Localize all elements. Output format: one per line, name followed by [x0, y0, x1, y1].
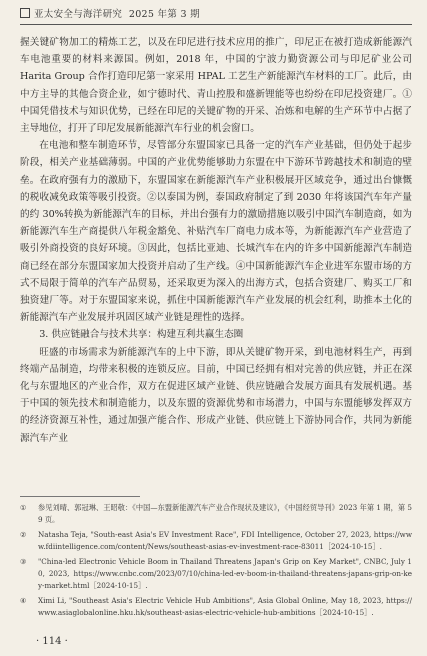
footnote-text: Ximi Li, "Southeast Asia's Electric Vehicle Hub Ambitions", Asia Global Online, May 18, 2023, https://www.asiaglobalonline.hku.hk/southeast-asias-electric-vehicle-hub-ambitions［2024-10-15］.: [38, 596, 412, 617]
running-header: [20, 6, 412, 20]
section-subheading: 3. 供应链融合与技术共享：构建互利共赢生态圈: [39, 329, 244, 341]
footnote: [20, 595, 412, 619]
header-divider: [20, 24, 412, 25]
journal-title: 亚太安全与海洋研究: [34, 9, 123, 20]
issue-label: 2025 年第 3 期: [128, 9, 200, 20]
footnote-number: ④: [20, 596, 27, 605]
footnote-text: Natasha Teja, "South-east Asia's EV Investment Race", FDI Intelligence, October 27, 2023, https://www.fdiintelligence.com/content/News/southeast-asias-ev-investment-race-83011［2024-10-15］.: [38, 530, 412, 551]
paragraph-3: 旺盛的市场需求为新能源汽车的上中下游，即从关键矿物开采，到电池材料生产，再到终端产品制造，均带来积极的连锁反应。目前，中国已经拥有相对完善的供应链，并正在深化与东盟地区的产业合作，双方在促进区域产业链、供应链融合发展方面具有发展机遇。基于中国的领先技术和制造能力，以及东盟的资源优势和市场潜力，中国与东盟能够发挥双方的经济资源互补性，通过加强产能合作、形成产业链、供应链上下游协同合作，共同为新能源汽车产业: [20, 346, 412, 444]
square-icon: [20, 8, 30, 18]
footnote-number: ②: [20, 530, 27, 539]
footnote: [20, 529, 412, 553]
footnote-number: ③: [20, 557, 27, 566]
footnote-divider: [20, 496, 140, 497]
page-number: · 114 ·: [36, 636, 68, 647]
main-text: [20, 34, 412, 447]
footnote-number: ①: [20, 503, 27, 512]
paragraph-2: 在电池和整车制造环节，尽管部分东盟国家已具备一定的汽车产业基础，但仍处于起步阶段，相关产业基础薄弱。中国的产业优势能够助力东盟在中下游环节跨越技术和制造的壁垒。在政府强有力的激励下，东盟国家在新能源汽车产业积极展开区域竞争，通过出台慷慨的税收减免政策等吸引投资。②以泰国为例，泰国政府制定了到 2030 年将该国汽车年产量的约 30%转换为新能源汽车的目标，并出台强有力的激励措施以吸引中国汽车制造商，如为新能源汽车生产商提供八年税金豁免、补贴汽车厂商电力成本等，为新能源汽车产业营造了吸引外商投资的良好环境。③因此，包括比亚迪、长城汽车在内的许多中国新能源汽车制造商已经在部分东盟国家加大投资并启动了生产线。④中国新能源汽车企业进军东盟市场的方式不局限于简单的汽车产品贸易，还采取更为深入的出海方式，包括合资建厂、购买工厂和独资建厂等。对于东盟国家来说，抓住中国新能源汽车产业发展的机会红利，助推本土化的新能源汽车产业发展并巩固区域产业链是理性的选择。: [20, 140, 412, 324]
footnote-text: 参见刘晴、郭冠琳、王昭敬：《中国—东盟新能源汽车产业合作现状及建议》，《中国经贸导刊》2023 年第 1 期，第 59 页。: [38, 503, 412, 524]
footnotes: [20, 502, 412, 622]
footnote: [20, 502, 412, 526]
footnote-text: "China-led Electronic Vehicle Boom in Thailand Threatens Japan's Grip on Key Market", CNBC, July 10, 2023, https://www.cnbc.com/2023/07/10/china-led-ev-boom-in-thailand-threatens-japans-grip-on-key-market.html［2024-10-15］.: [38, 557, 412, 590]
footnote: [20, 556, 412, 592]
paragraph-1: 握关键矿物加工的精炼工艺，以及在印尼进行技术应用的推广，印尼正在被打造成新能源汽车电池重要的材料来源国。例如，2018 年，中国的宁波力勤资源公司与印尼矿业公司 Harita Group 合作打造印尼第一家采用 HPAL 工艺生产新能源汽车材料的工厂。此后，由中方主导的其他合资企业，如宁德时代、青山控股和盛新锂能等也纷纷在印尼投资建厂。①中国凭借技术与知识优势，已经在印尼的关键矿物的开采、冶炼和电解的生产环节中占据了主导地位，打开了印尼发展新能源汽车行业的机会窗口。: [20, 37, 412, 135]
